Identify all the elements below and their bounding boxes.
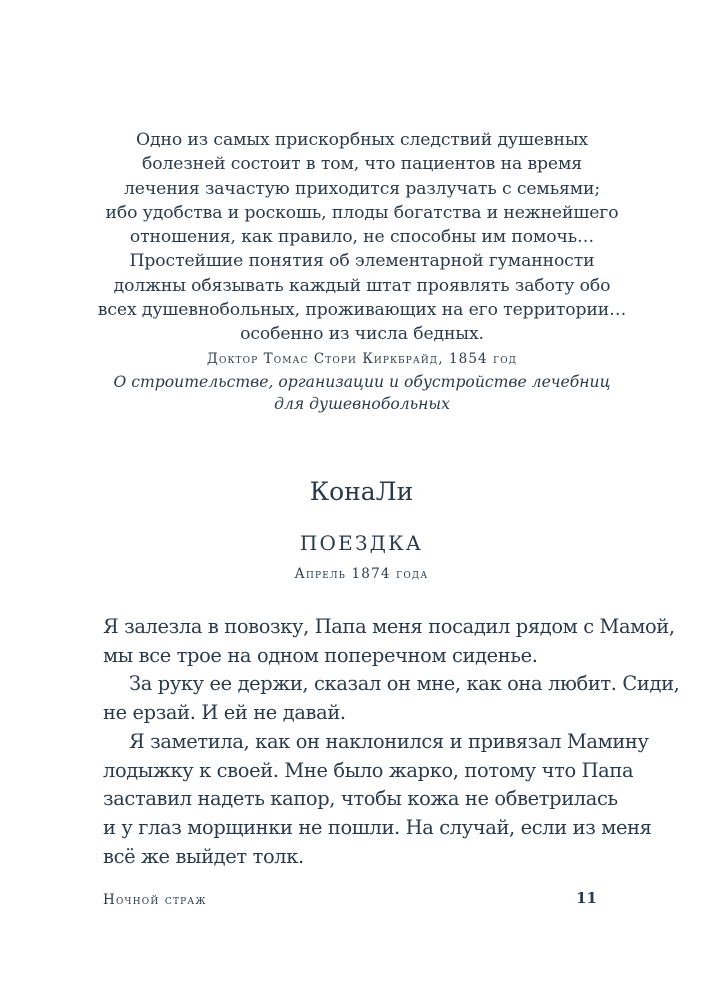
epigraph-line: лечения зачастую приходится разлучать с семьями;: [123, 178, 601, 199]
body-line: и у глаз морщинки не пошли. На случай, если из меня: [103, 815, 652, 839]
epigraph-line: особенно из числа бедных.: [240, 324, 484, 345]
body-line: Я залезла в повозку, Папа меня посадил рядом с Мамой,: [103, 615, 675, 638]
running-footer-title: Ночной страж: [103, 892, 207, 908]
epigraph-line: всех душевнобольных, проживающих на его территории…: [97, 300, 627, 321]
body-text: [103, 613, 680, 871]
section-title: КонаЛи: [309, 477, 414, 506]
epigraph-line: должны обязывать каждый штат проявлять заботу обо: [113, 275, 611, 296]
page-number: 11: [576, 889, 597, 907]
epigraph-line: отношения, как правило, не способны им помочь…: [129, 227, 595, 248]
epigraph-line: Простейшие понятия об элементарной гуманности: [129, 251, 595, 272]
body-line: Я заметила, как он наклонился и привязал Мамину: [129, 729, 649, 753]
body-line: За руку ее держи, сказал он мне, как она любит. Сиди,: [129, 672, 680, 696]
epigraph: [80, 128, 644, 347]
epigraph-attribution: Доктор Томас Стори Киркбрайд, 1854 год: [206, 351, 518, 367]
epigraph-source-line: О строительстве, организации и обустройстве лечебниц: [113, 373, 611, 391]
chapter-title: ПОЕЗДКА: [299, 531, 424, 555]
body-line: заставил надеть капор, чтобы кожа не обветрилась: [103, 787, 618, 811]
epigraph-line: Одно из самых прискорбных следствий душевных: [135, 130, 589, 150]
body-line: лодыжку к своей. Мне было жарко, потому что Папа: [103, 758, 634, 782]
body-line: всё же выйдет толк.: [103, 844, 304, 868]
epigraph-source: [80, 371, 644, 415]
body-line: не ерзай. И ей не давай.: [103, 701, 346, 725]
epigraph-line: болезней состоит в том, что пациентов на время: [141, 154, 583, 175]
epigraph-line: ибо удобства и роскошь, плоды богатства и нежнейшего: [105, 202, 619, 223]
body-line: мы все трое на одном поперечном сиденье.: [103, 643, 538, 667]
epigraph-source-line: для душевнобольных: [274, 395, 450, 413]
chapter-date: Апрель 1874 года: [294, 566, 429, 582]
